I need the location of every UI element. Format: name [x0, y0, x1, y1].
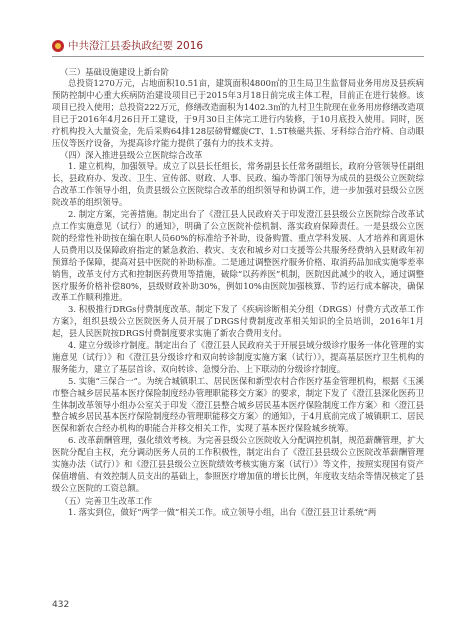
paragraph: 3. 积极推行DRGs付费制度改革。制定下发了《疾病诊断相关分组（DRGS）付费方式改革工作方案》，组织县级公立医院医务人员开展了DRGS付费制度改革相关知识的全员培训，2016年1月起，县人民医院按DRGS付费制度要求实施了新农合费用支付。: [52, 304, 424, 339]
paragraph: 4. 建立分级诊疗制度。制定出台了《澄江县人民政府关于开展县域分级诊疗服务一体化管理的实施意见（试行）》和《澄江县分级诊疗和双向转诊制度实施方案（试行）》，提高基层医疗卫生机构的服务能力，建立了基层首诊、双向转诊、急慢分治、上下联动的分级诊疗制度。: [52, 340, 424, 374]
section-heading: （三）基础设施建设上新台阶: [60, 67, 169, 77]
paragraph: 1. 建立机构，加强领导。成立了以县长任组长，常务副县长任常务副组长，政府分管领导任副组长，县政府办、发改、卫生、宣传部、财政、人事、民政、编办等部门领导为成员的县级公立医院综合改革工作领导小组，负责县级公立医院综合改革的组织领导和协调工作，进一步加强对县级公立医院改革的组织领导。: [52, 161, 424, 208]
header-rule: [52, 56, 424, 57]
document-body: [52, 66, 424, 519]
paragraph: 1. 落实到位，做好“两学一做”相关工作。成立领导小组，出台《澄江县卫计系统“两: [68, 506, 377, 517]
page-header: [52, 40, 422, 54]
page-number: 432: [52, 600, 70, 610]
section-heading: （四）深入推进县级公立医院综合改革: [60, 150, 203, 161]
header-title: 中共澄江县委执政纪要 2016: [68, 40, 204, 52]
section-heading: （五）完善卫生改革工作: [60, 495, 153, 506]
paragraph: 6. 改革薪酬管理，强化绩效考核。为完善县级公立医院收入分配调控机制，规范薪酬管理，扩大医院分配自主权，充分调动医务人员的工作积极性，制定出台了《澄江县县级公立医院改革薪酬管理实施办法（试行）》和《澄江县县级公立医院绩效考核实施方案（试行）》等文件，按照实现国有资产保值增值、有效控制人员支出的基础上，参照医疗增加值的增长比例，年度收支结余等情况核定了县级公立医院的工资总额。: [52, 435, 424, 493]
paragraph: 总投资1270万元，占地面积10.51亩，建筑面积4800㎡的卫生局卫生监督局业务用房及县疾病预防控制中心重大疾病防治建设项目已于2015年3月18日前完成主体工程，目前正在进行装修。该项目已投入使用；总投资222万元，修缮改造面积为1402.3㎡的九村卫生院现在业务用房修缮改造项目已于2016年4月26日开工建设，于9月30日主体完工进行内装修，于10月底投入使用。同时，医疗机构投入大量资金，先后采购64排128层磅臂螺旋CT、1.5T核磁共振、牙科综合治疗椅、自动眼压仪等医疗设备，为提高诊疗能力提供了强有力的技术支持。: [52, 78, 424, 148]
paragraph: 2. 制定方案，完善措施。制定出台了《澄江县人民政府关于印发澄江县县级公立医院综合改革试点工作实施意见（试行）的通知》，明确了公立医院补偿机制、落实政府保障责任。一是县级公立医院的经常性补助按在编在职人员60%的标准给予补助，设备购置、重点学科发展、人才培养和离退休人员费用以及保障政府指定的紧急救治、救灾、支农和城乡对口支援等公共服务经费纳入县财政年初预算给予保障，提高对县中医院的补助标准。二是通过调整医疗服务价格、取消药品加成实施零差率销售，改革支付方式和控制医药费用等措施，破除“以药养医”机制，医院因此减少的收入，通过调整医疗服务价格补偿80%，县级财政补助30%，例如10%由医院加强核算、节约运行成本解决，确保改革工作顺利推进。: [52, 209, 424, 303]
party-emblem-icon: [52, 40, 64, 52]
paragraph: 5. 实施“三保合一”。为统合城镇职工、居民医保和新型农村合作医疗基金管理机构，根据《玉溪市整合城乡居民基本医疗保险制度经办管理职能移交方案》的要求，制定下发了《澄江县深化医药卫生体制改革领导小组办公室关于印发〈澄江县整合城乡居民基本医疗保险制度工作方案〉和〈澄江县整合城乡居民基本医疗保险制度经办管理职能移交方案〉的通知》，于4月底前完成了城镇职工、居民医保和新农合经办机构的职能合并移交相关工作，实现了基本医疗保险城乡统筹。: [52, 375, 424, 434]
